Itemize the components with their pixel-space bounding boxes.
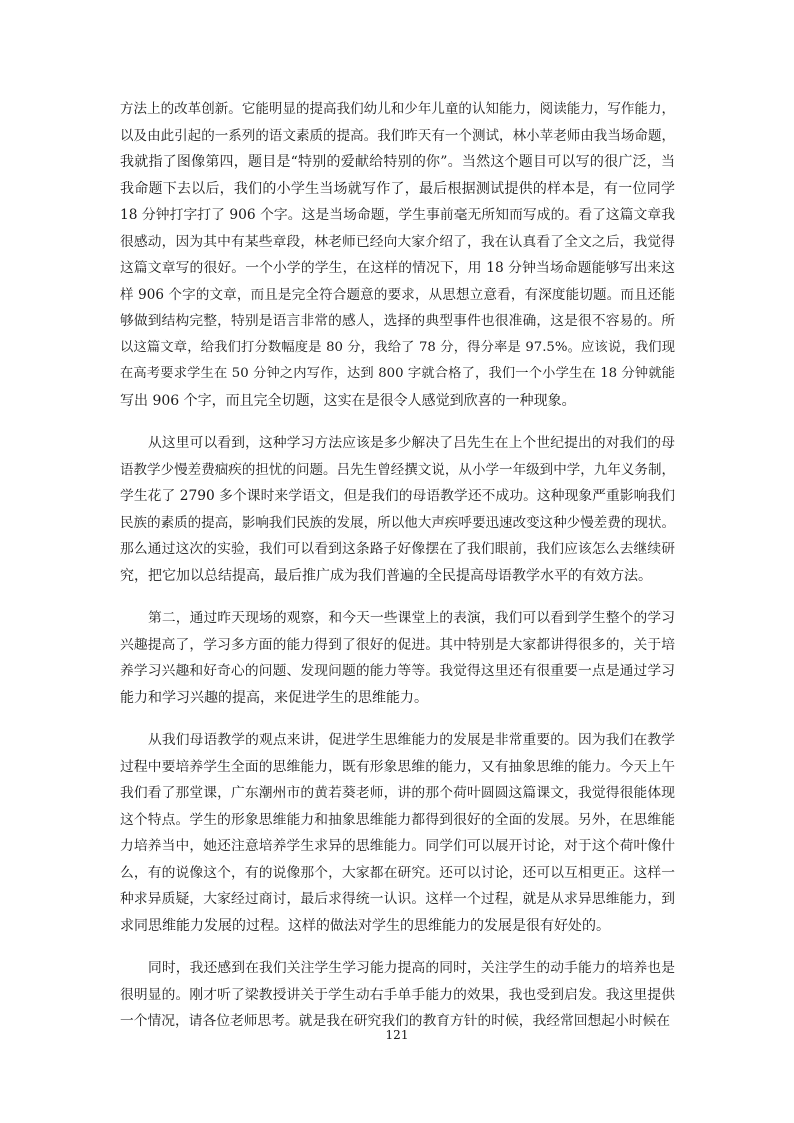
text-line: 我命题下去以后，我们的小学生当场就写作了，最后根据测试提供的样本是，有一位同学 bbox=[120, 180, 675, 197]
text-line: 学生花了 2790 多个课时来学语文，但是我们的母语教学还不成功。这种现象严重影响我们 bbox=[120, 488, 675, 504]
text-line: 在高考要求学生在 50 分钟之内写作，达到 800 字就合格了，我们一个小学生在 18 分钟就能 bbox=[120, 366, 675, 381]
text-line: 我们看了那堂课，广东潮州市的黄若葵老师，讲的那个荷叶圆圆这篇课文，我觉得很能体现 bbox=[120, 785, 675, 801]
document-body bbox=[120, 96, 675, 1051]
paragraph bbox=[120, 430, 675, 589]
text-line: 从这里可以看到，这种学习方法应该是多少解决了吕先生在上个世纪提出的对我们的母 bbox=[148, 435, 675, 451]
text-line: 我就指了图像第四，题目是“特别的爱献给特别的你”。当然这个题目可以写的很广泛，当 bbox=[120, 154, 675, 170]
text-line: 以这篇文章，给我们打分数幅度是 80 分，我给了 78 分，得分率是 97.5%。应该说，我们现 bbox=[120, 339, 675, 355]
text-line: 够做到结构完整，特别是语言非常的感人，选择的典型事件也很准确，这是很不容易的。所 bbox=[120, 313, 675, 329]
text-line: 第二，通过昨天现场的观察，和今天一些课堂上的表演，我们可以看到学生整个的学习 bbox=[148, 610, 675, 626]
text-line: 民族的素质的提高，影响我们民族的发展，所以他大声疾呼要迅速改变这种少慢差费的现状。 bbox=[120, 514, 675, 531]
text-line: 那么通过这次的实验，我们可以看到这条路子好像摆在了我们眼前，我们应该怎么去继续研 bbox=[120, 541, 675, 557]
text-line: 同时，我还感到在我们关注学生学习能力提高的同时，关注学生的动手能力的培养也是 bbox=[148, 960, 675, 976]
text-line: 写出 906 个字，而且完全切题，这实在是很令人感觉到欣喜的一种现象。 bbox=[120, 392, 576, 409]
text-line: 能力和学习兴趣的提高，来促进学生的思维能力。 bbox=[120, 689, 428, 706]
paragraph bbox=[120, 96, 675, 414]
text-line: 这篇文章写的很好。一个小学的学生，在这样的情况下，用 18 分钟当场命题能够写出来这 bbox=[120, 260, 675, 276]
page-number: 121 bbox=[385, 1028, 409, 1042]
text-line: 很明显的。刚才听了梁教授讲关于学生动右手单手能力的效果，我也受到启发。我这里提供 bbox=[120, 986, 675, 1003]
text-line: 究，把它加以总结提高，最后推广成为我们普遍的全民提高母语教学水平的有效方法。 bbox=[120, 567, 652, 584]
text-line: 一个情况，请各位老师思考。就是我在研究我们的教育方针的时候，我经常回想起小时候在 bbox=[120, 1013, 671, 1029]
text-line: 兴趣提高了，学习多方面的能力得到了很好的促进。其中特别是大家都讲得很多的，关于培 bbox=[120, 636, 675, 653]
text-line: 力培养当中，她还注意培养学生求异的思维能力。同学们可以展开讨论，对于这个荷叶像什 bbox=[120, 838, 675, 854]
paragraph bbox=[120, 727, 675, 939]
text-line: 这个特点。学生的形象思维能力和抽象思维能力都得到很好的全面的发展。另外，在思维能 bbox=[120, 811, 675, 828]
text-line: 方法上的改革创新。它能明显的提高我们幼儿和少年儿童的认知能力，阅读能力，写作能力， bbox=[120, 101, 675, 117]
text-line: 求同思维能力发展的过程。这样的做法对学生的思维能力的发展是很有好处的。 bbox=[120, 917, 610, 934]
text-line: 么，有的说像这个，有的说像那个，大家都在研究。还可以讨论，还可以互相更正。这样一 bbox=[120, 864, 675, 881]
text-line: 很感动，因为其中有某些章段，林老师已经向大家介绍了，我在认真看了全文之后，我觉得 bbox=[120, 233, 675, 250]
paragraph bbox=[120, 955, 675, 1035]
text-line: 从我们母语教学的观点来讲，促进学生思维能力的发展是非常重要的。因为我们在教学 bbox=[148, 732, 675, 748]
text-line: 以及由此引起的一系列的语文素质的提高。我们昨天有一个测试，林小苹老师由我当场命题， bbox=[120, 127, 675, 144]
text-line: 养学习兴趣和好奇心的问题、发现问题的能力等等。我觉得这里还有很重要一点是通过学习 bbox=[120, 663, 675, 679]
text-line: 样 906 个字的文章，而且是完全符合题意的要求，从思想立意看，有深度能切题。而且还能 bbox=[120, 286, 675, 303]
text-line: 种求异质疑，大家经过商讨，最后求得统一认识。这样一个过程，就是从求异思维能力，到 bbox=[120, 891, 675, 907]
text-line: 18 分钟打字打了 906 个字。这是当场命题，学生事前毫无所知而写成的。看了这篇文章我 bbox=[120, 207, 675, 223]
text-line: 语教学少慢差费痼疾的担忧的问题。吕先生曾经撰文说，从小学一年级到中学，九年义务制， bbox=[120, 461, 675, 478]
paragraph bbox=[120, 605, 675, 711]
text-line: 过程中要培养学生全面的思维能力，既有形象思维的能力，又有抽象思维的能力。今天上午 bbox=[120, 758, 675, 775]
